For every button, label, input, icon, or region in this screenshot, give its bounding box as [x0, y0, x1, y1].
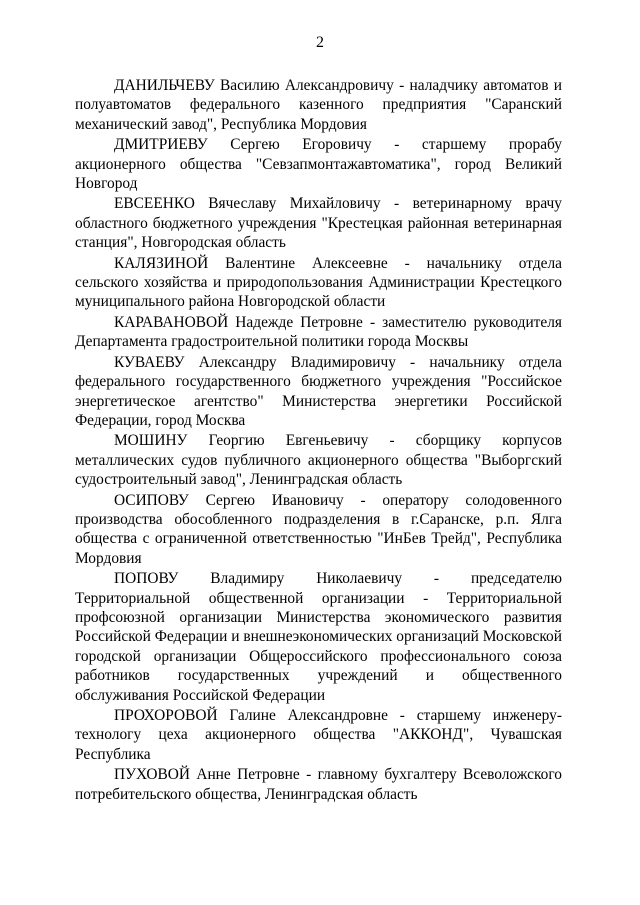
list-entry-moshin: МОШИНУ Георгию Евгеньевичу - сборщику корпусов металлических судов публичного акционерного общества "Выборгский судостроительный завод", Ленинградская область [75, 432, 562, 489]
list-entry-popov: ПОПОВУ Владимиру Николаевичу - председателю Территориальной общественной организации - Территориальной профсоюзной организации Министерства экономического развития Российской Федерации и внешнеэкономических организаций Московской городской организации Общероссийского профессионального союза работников государственных учреждений и общественного обслуживания Российской Федерации [75, 570, 562, 704]
list-entry-osipov: ОСИПОВУ Сергею Ивановичу - оператору солодовенного производства обособленного подразделения в г.Саранске, р.п. Ялга общества с ограниченной ответственностью "ИнБев Трейд", Республика Мордовия [75, 491, 562, 567]
list-entry-kalyazina: КАЛЯЗИНОЙ Валентине Алексеевне - начальнику отдела сельского хозяйства и природопользования Администрации Крестецкого муниципального района Новгородской области [75, 254, 562, 311]
list-entry-prokhorova: ПРОХОРОВОЙ Галине Александровне - старшему инженеру-технологу цеха акционерного общества "АККОНД", Чувашская Республика [75, 707, 562, 763]
page-number: 2 [316, 34, 324, 51]
list-entry-karavanova: КАРАВАНОВОЙ Надежде Петровне - заместителю руководителя Департамента градостроительной политики города Москвы [75, 313, 562, 351]
list-entry-dmitriev: ДМИТРИЕВУ Сергею Егоровичу - старшему прорабу акционерного общества "Севзапмонтажавтоматика", город Великий Новгород [75, 136, 562, 193]
list-entry-danilchev: ДАНИЛЬЧЕВУ Василию Александровичу - наладчику автоматов и полуавтоматов федерального казенного предприятия "Саранский механический завод", Республика Мордовия [75, 77, 562, 133]
award-list [75, 76, 562, 805]
list-entry-kuvaev: КУВАЕВУ Александру Владимировичу - начальнику отдела федерального государственного бюджетного учреждения "Российское энергетическое агентство" Министерства энергетики Российской Федерации, город Москва [75, 353, 562, 429]
list-entry-evseenko: ЕВСЕЕНКО Вячеславу Михайловичу - ветеринарному врачу областного бюджетного учреждения "Крестецкая районная ветеринарная станция", Новгородская область [75, 195, 562, 252]
list-entry-pukhova: ПУХОВОЙ Анне Петровне - главному бухгалтеру Всеволожского потребительского общества, Ленинградская область [75, 766, 562, 803]
